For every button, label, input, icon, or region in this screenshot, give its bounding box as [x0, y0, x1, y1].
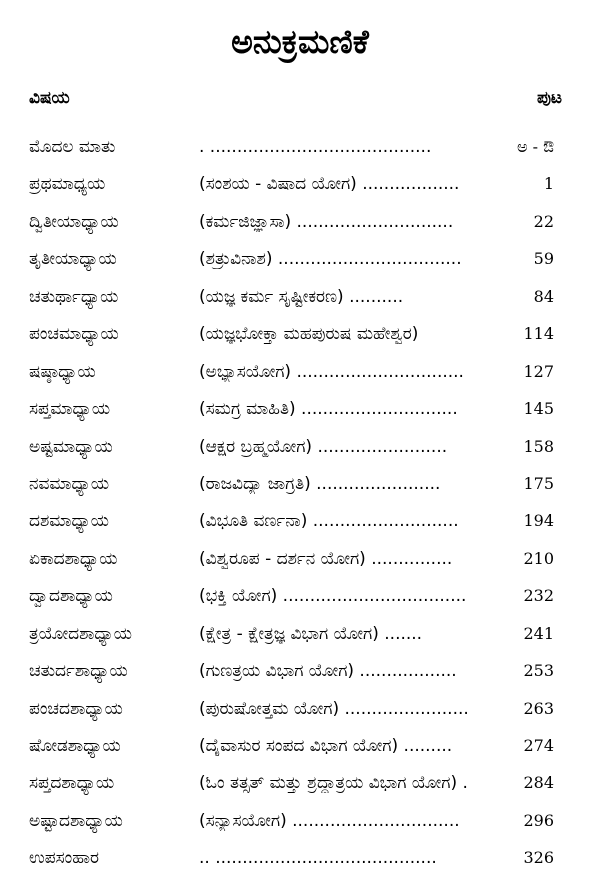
page-number: 127 [523, 361, 554, 381]
contents-row [0, 730, 600, 767]
chapter-name: ಷಷ್ಠಾಧ್ಯಾಯ [29, 361, 96, 382]
contents-row [0, 543, 600, 580]
chapter-name: ಪಂಚದಶಾಧ್ಯಾಯ [29, 698, 123, 719]
chapter-name: ಪಂಚಮಾಧ್ಯಾಯ [29, 324, 119, 345]
page-number: 241 [523, 623, 554, 643]
chapter-detail: (ವಿಶ್ವರೂಪ - ದರ್ಶನ ಯೋಗ) ............... [199, 548, 453, 569]
page-number: 59 [533, 249, 554, 269]
page-number: 84 [533, 286, 554, 306]
chapter-detail: (ಶತ್ರುವಿನಾಶ) .................................. [199, 249, 462, 270]
chapter-detail: (ಕರ್ಮಜಿಜ್ಞಾಸಾ) ............................. [199, 211, 454, 232]
chapter-name: ನವಮಾಧ್ಯಾಯ [29, 473, 110, 494]
chapter-name: ಚತುರ್ದಶಾಧ್ಯಾಯ [29, 661, 128, 682]
chapter-detail: (ಪುರುಷೋತ್ತಮ ಯೋಗ) ....................... [199, 698, 469, 719]
page-title: ಅನುಕ್ರಮಣಿಕೆ [231, 22, 369, 61]
chapter-detail: (ಗುಣತ್ರಯ ವಿಭಾಗ ಯೋಗ) .................. [199, 661, 457, 682]
contents-row [0, 805, 600, 842]
chapter-detail: (ಭಕ್ತಿ ಯೋಗ) .................................. [199, 586, 467, 607]
page-number: 175 [523, 473, 554, 493]
page-number: 296 [523, 810, 554, 830]
chapter-detail: (ರಾಜವಿದ್ಯಾ ಜಾಗ್ರತಿ) ....................... [199, 473, 441, 494]
chapter-name: ಚತುರ್ಥಾಧ್ಯಾಯ [29, 286, 119, 307]
page-number: 253 [523, 661, 554, 681]
contents-row [0, 842, 600, 879]
page-column-header: ಪುಟ [537, 88, 562, 108]
chapter-detail: (ಕ್ಷೇತ್ರ - ಕ್ಷೇತ್ರಜ್ಞ ವಿಭಾಗ ಯೋಗ) ....... [199, 623, 423, 644]
chapter-detail: (ಸನ್ಯಾಸಯೋಗ) ............................... [199, 810, 460, 831]
chapter-name: ದ್ವಾದಶಾಧ್ಯಾಯ [29, 586, 113, 607]
chapter-name: ದ್ವಿತೀಯಾಧ್ಯಾಯ [29, 211, 119, 232]
chapter-detail: (ದೈವಾಸುರ ಸಂಪದ ವಿಭಾಗ ಯೋಗ) ......... [199, 736, 453, 756]
contents-list [0, 131, 600, 880]
page-number: 1 [543, 174, 554, 194]
page-number: 145 [523, 399, 554, 419]
chapter-detail: (ಆಕ್ಷರ ಬ್ರಹ್ಮಯೋಗ) ........................ [199, 436, 448, 457]
page-number: 274 [523, 736, 554, 755]
chapter-name: ಅಷ್ಟಮಾಧ್ಯಾಯ [29, 436, 113, 457]
chapter-detail: (ವಿಭೂತಿ ವರ್ಣನಾ) ........................... [199, 511, 459, 532]
chapter-detail: . ......................................... [199, 137, 432, 157]
contents-row [0, 206, 600, 243]
contents-row [0, 281, 600, 318]
contents-row [0, 693, 600, 730]
chapter-name: ದಶಮಾಧ್ಯಾಯ [29, 511, 110, 532]
contents-row [0, 393, 600, 430]
contents-row [0, 580, 600, 617]
page-number: 284 [523, 773, 554, 793]
chapter-detail: (ಅಭ್ಯಾಸಯೋಗ) ............................... [199, 361, 464, 382]
page-number: 326 [523, 848, 554, 868]
contents-row [0, 655, 600, 692]
contents-row [0, 468, 600, 505]
contents-row [0, 618, 600, 655]
page-number: 232 [523, 586, 554, 606]
chapter-name: ತ್ರಯೋದಶಾಧ್ಯಾಯ [29, 623, 132, 644]
contents-row [0, 168, 600, 205]
chapter-detail: (ಸಂಶಯ - ವಿಷಾದ ಯೋಗ) .................. [199, 174, 460, 195]
chapter-name: ತೃತೀಯಾಧ್ಯಾಯ [29, 249, 117, 270]
chapter-name: ಉಪಸಂಹಾರ [29, 848, 99, 869]
page-number: 114 [523, 324, 554, 344]
chapter-detail: .. ......................................... [199, 848, 437, 869]
page-number: 158 [523, 436, 554, 456]
chapter-name: ಏಕಾದಶಾಧ್ಯಾಯ [29, 548, 118, 569]
chapter-name: ಅಷ್ಟಾದಶಾಧ್ಯಾಯ [29, 810, 123, 831]
page-number: 263 [523, 698, 554, 718]
chapter-name: ಸಪ್ತಮಾಧ್ಯಾಯ [29, 399, 111, 420]
page-number: 210 [523, 548, 554, 568]
contents-row [0, 431, 600, 468]
chapter-name: ಸಪ್ತದಶಾಧ್ಯಾಯ [29, 773, 115, 794]
subject-column-header: ವಿಷಯ [29, 88, 70, 108]
chapter-detail: (ಸಮಗ್ರ ಮಾಹಿತಿ) ............................. [199, 399, 458, 420]
contents-row [0, 767, 600, 804]
page-number: 194 [523, 511, 554, 531]
chapter-detail: (ಯಜ್ಞ ಕರ್ಮ ಸೃಷ್ಟೀಕರಣ) .......... [199, 286, 404, 307]
chapter-detail: (ಯಜ್ಞಭೋಕ್ತಾ ಮಹಪುರುಷ ಮಹೇಶ್ವರ) [199, 324, 419, 345]
chapter-name: ಪ್ರಥಮಾಧ್ಯಯ [29, 174, 106, 195]
chapter-detail: (ಓಂ ತತ್ಸತ್ ಮತ್ತು ಶ್ರದ್ಧಾತ್ರಯ ವಿಭಾಗ ಯೋಗ) . [199, 773, 468, 794]
page-number: 22 [533, 211, 554, 231]
contents-row [0, 505, 600, 542]
page-number: ಅ - ಔ [516, 137, 554, 156]
chapter-name: ಷೋಡಶಾಧ್ಯಾಯ [29, 736, 121, 756]
contents-row [0, 356, 600, 393]
contents-row [0, 318, 600, 355]
contents-row [0, 243, 600, 280]
contents-row [0, 131, 600, 168]
chapter-name: ಮೊದಲ ಮಾತು [29, 137, 116, 157]
